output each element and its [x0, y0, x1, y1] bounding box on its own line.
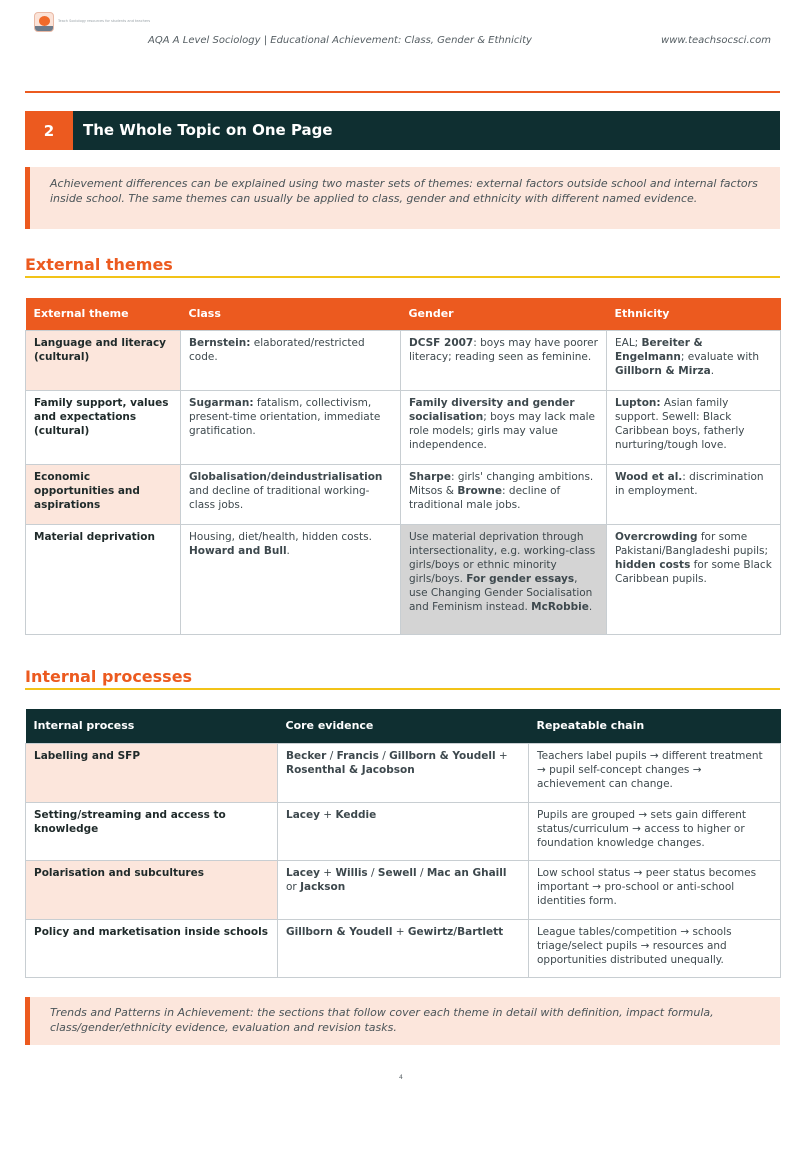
- gender-cell: Sharpe: girls' changing ambitions. Mitsos & Browne: decline of traditional male jobs.: [401, 464, 607, 524]
- theme-cell: Language and literacy (cultural): [26, 330, 181, 390]
- section-title: The Whole Topic on One Page: [83, 121, 333, 139]
- internal-processes-table: [25, 709, 781, 978]
- table-row: [26, 464, 781, 524]
- internal-heading-rule: [25, 688, 780, 690]
- chain-cell: Low school status → peer status becomes important → pro-school or anti-school identities form.: [529, 860, 781, 919]
- ethnicity-cell: Lupton: Asian family support. Sewell: Black Caribbean boys, fatherly nurturing/tough love.: [607, 390, 781, 464]
- table-row: [26, 860, 781, 919]
- running-header: [0, 35, 797, 49]
- process-cell: Polarisation and subcultures: [26, 860, 278, 919]
- table-header-row: [26, 298, 781, 330]
- page-number: 4: [399, 1074, 403, 1081]
- theme-cell: Economic opportunities and aspirations: [26, 464, 181, 524]
- column-header: Class: [188, 306, 221, 320]
- column-header: Gender: [408, 306, 454, 320]
- internal-processes-heading: Internal processes: [25, 667, 193, 686]
- column-header: External theme: [33, 306, 129, 320]
- column-header: Ethnicity: [614, 306, 670, 320]
- process-cell: Policy and marketisation inside schools: [26, 919, 278, 977]
- header-divider: [25, 91, 780, 93]
- table-row: [26, 802, 781, 860]
- column-header: Core evidence: [285, 718, 374, 732]
- class-cell: Globalisation/deindustrialisation and decline of traditional working-class jobs.: [181, 464, 401, 524]
- section-banner: [25, 111, 780, 150]
- external-heading-rule: [25, 276, 780, 278]
- website-link[interactable]: www.teachsocsci.com: [661, 35, 771, 46]
- evidence-cell: Lacey + Keddie: [278, 802, 529, 860]
- table-row: [26, 524, 781, 634]
- evidence-cell: Becker / Francis / Gillborn & Youdell + Rosenthal & Jacobson: [278, 743, 529, 802]
- external-themes-heading: External themes: [25, 255, 173, 274]
- intro-callout: Achievement differences can be explained using two master sets of themes: external factors outside school and internal factors inside school. The same themes can usually be applied to class, gender and ethnicity with different named evidence.: [25, 167, 780, 229]
- evidence-cell: Lacey + Willis / Sewell / Mac an Ghaill or Jackson: [278, 860, 529, 919]
- ethnicity-cell: Overcrowding for some Pakistani/Bangladeshi pupils; hidden costs for some Black Caribbean pupils.: [607, 524, 781, 634]
- chain-cell: Teachers label pupils → different treatment → pupil self-concept changes → achievement can change.: [529, 743, 781, 802]
- evidence-cell: Gillborn & Youdell + Gewirtz/Bartlett: [278, 919, 529, 977]
- external-themes-table: [25, 298, 781, 635]
- table-row: [26, 390, 781, 464]
- process-cell: Setting/streaming and access to knowledge: [26, 802, 278, 860]
- column-header: Internal process: [33, 718, 135, 732]
- column-header: Repeatable chain: [536, 718, 645, 732]
- footer-callout: Trends and Patterns in Achievement: the sections that follow cover each theme in detail with definition, impact formula, class/gender/ethnicity evidence, evaluation and revision tasks.: [25, 997, 780, 1045]
- gender-cell: DCSF 2007: boys may have poorer literacy; reading seen as feminine.: [401, 330, 607, 390]
- gender-cell: Family diversity and gender socialisation; boys may lack male role models; girls may value independence.: [401, 390, 607, 464]
- teach-sociology-logo: [34, 12, 54, 32]
- class-cell: Housing, diet/health, hidden costs. Howard and Bull.: [181, 524, 401, 634]
- process-cell: Labelling and SFP: [26, 743, 278, 802]
- table-row: [26, 330, 781, 390]
- chain-cell: Pupils are grouped → sets gain different status/curriculum → access to higher or foundation knowledge changes.: [529, 802, 781, 860]
- course-title: AQA A Level Sociology | Educational Achievement: Class, Gender & Ethnicity: [148, 35, 532, 46]
- theme-cell: Family support, values and expectations (cultural): [26, 390, 181, 464]
- table-header-row: [26, 709, 781, 743]
- table-row: [26, 743, 781, 802]
- class-cell: Bernstein: elaborated/restricted code.: [181, 330, 401, 390]
- class-cell: Sugarman: fatalism, collectivism, present-time orientation, immediate gratification.: [181, 390, 401, 464]
- ethnicity-cell: EAL; Bereiter & Engelmann; evaluate with Gillborn & Mirza.: [607, 330, 781, 390]
- ethnicity-cell: Wood et al.: discrimination in employment.: [607, 464, 781, 524]
- gender-cell: Use material deprivation through intersectionality, e.g. working-class girls/boys or ethnic minority girls/boys. For gender essays, use Changing Gender Socialisation and Feminism instead. McRobbie.: [401, 524, 607, 634]
- chain-cell: League tables/competition → schools triage/select pupils → resources and opportunities distributed unequally.: [529, 919, 781, 977]
- section-number: 2: [25, 111, 73, 150]
- table-row: [26, 919, 781, 977]
- logo-caption: Teach Sociology resources for students and teachers: [58, 19, 151, 23]
- theme-cell: Material deprivation: [26, 524, 181, 634]
